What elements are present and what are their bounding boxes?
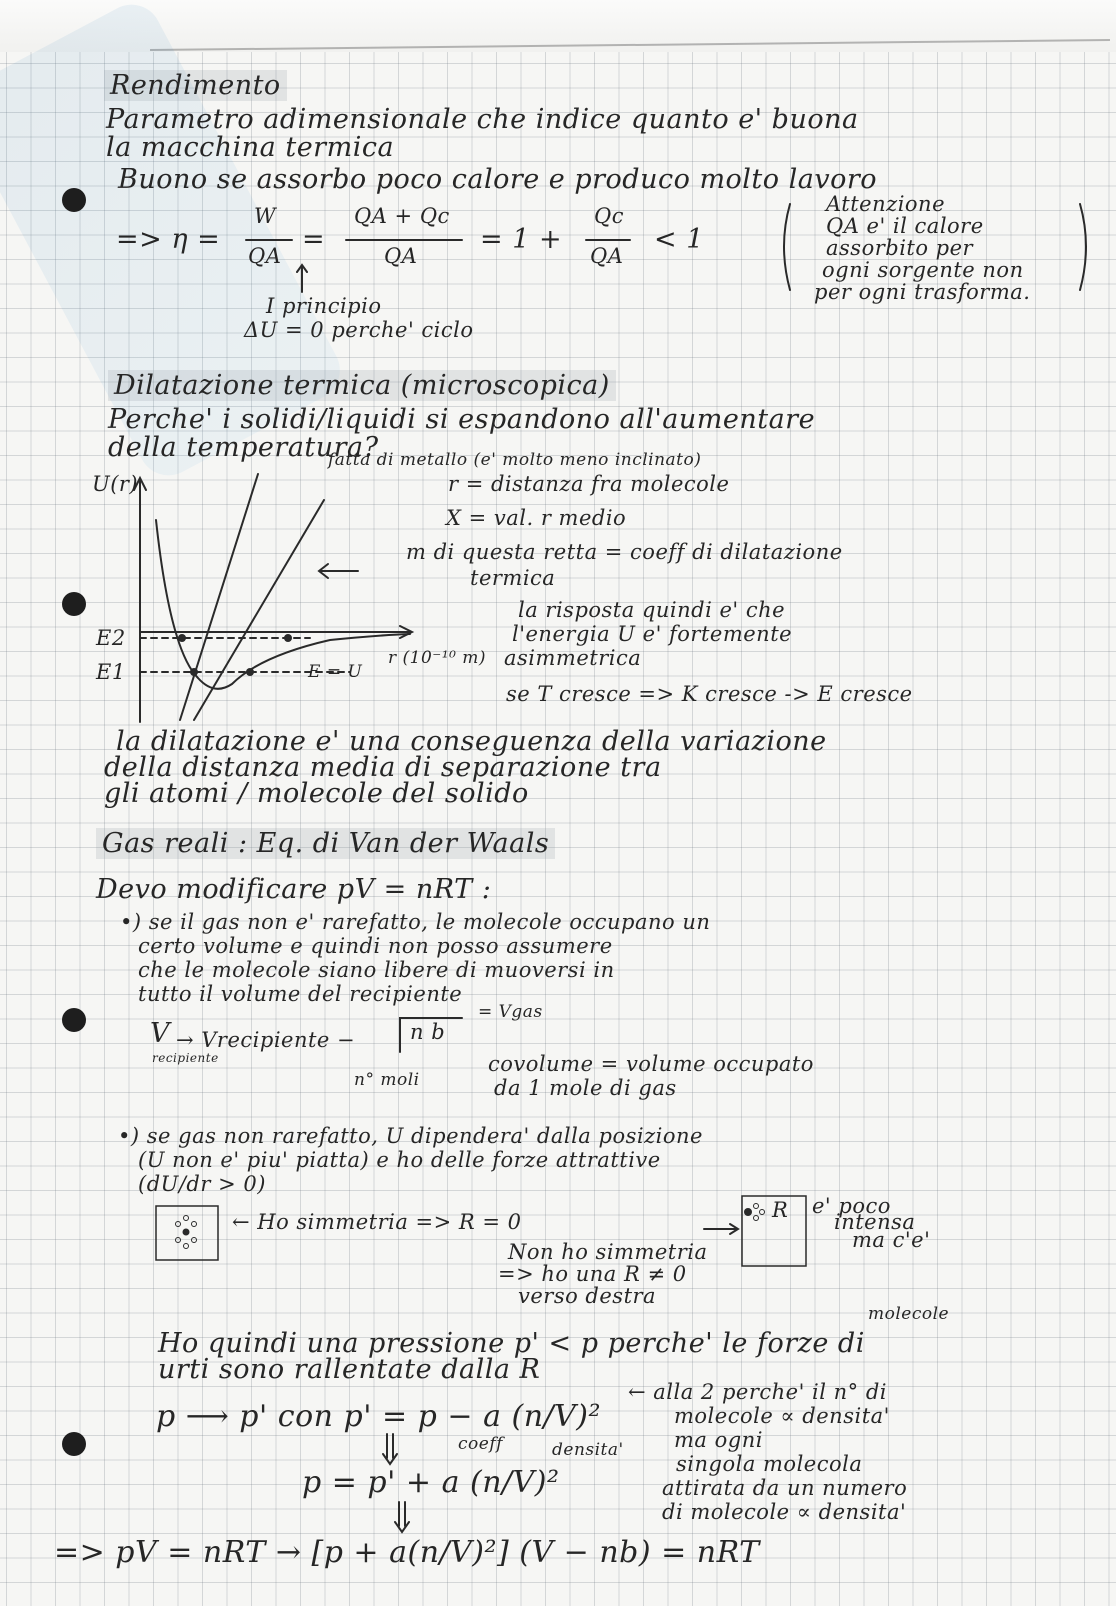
annotation: se T cresce => K cresce -> E cresce [506,682,913,706]
text-line: ΔU = 0 perche' ciclo [244,318,474,342]
heading-rendimento: Rendimento [104,70,287,101]
eq-v: V [150,1018,170,1049]
eq-van-der-waals: => pV = nRT → [p + a(n/V)²] (V − nb) = nRT [54,1535,760,1570]
eq-equals: = [302,224,326,255]
eq-nmoli: n° moli [354,1070,420,1090]
eq-lhs: => η = [116,224,221,255]
annotation: fatta di metallo (e' molto meno inclinato) [328,450,702,470]
bullet-line: certo volume e quindi non posso assumere [138,934,613,958]
eq-w-num: W [254,204,277,228]
annotation: E = U [308,662,363,682]
bullet-line: •) se gas non rarefatto, U dipendera' dalla posizione [118,1124,703,1148]
binder-hole [62,188,86,212]
eq-one-plus: = 1 + [480,224,563,255]
text-line: Parametro adimensionale che indice quanto e' buona [106,104,859,135]
annotation: attirata da un numero [662,1476,908,1500]
eq-vgas: = Vgas [478,1002,543,1022]
text-line: gli atomi / molecole del solido [104,778,529,809]
arrow-right-icon [702,1222,742,1236]
annotation: ma c'e' [852,1228,931,1252]
eq-v-subscript: recipiente [152,1051,219,1065]
text-line: Buono se assorbo poco calore e produco molto lavoro [118,164,878,195]
axis-label-u: U(r) [92,472,139,496]
axis-label-e1: E1 [96,660,126,684]
annotation: la risposta quindi e' che [518,598,786,622]
annotation: densita' [552,1440,624,1460]
attention-line: per ogni trasforma. [814,280,1031,304]
annotation: X = val. r medio [446,506,627,530]
bullet-line: •) se il gas non e' rarefatto, le molecole occupano un [120,910,711,934]
axis-label-e2: E2 [96,626,126,650]
eq-r-den: QA [590,244,624,268]
text-line: la dilatazione e' una conseguenza della variazione [116,726,827,757]
force-label-r: R [772,1198,789,1222]
text-line: della temperatura? [108,432,379,463]
eq-pressure: p ⟶ p' con p' = p − a (n/V)² [156,1399,602,1434]
molecule-box-symmetric [154,1204,222,1262]
annotation: covolume = volume occupato [488,1052,814,1076]
annotation: e' poco [812,1194,891,1218]
eq-vrecipiente: → Vrecipiente − [176,1028,356,1052]
eq-mid-num: QA + Qc [354,204,450,228]
text-line: della distanza media di separazione tra [104,752,662,783]
text-line: Devo modificare pV = nRT : [96,874,492,905]
attention-line: ogni sorgente non [822,258,1024,282]
fraction-bar [344,238,464,242]
binder-hole [62,1432,86,1456]
annotation: l'energia U e' fortemente [512,622,793,646]
annotation: coeff [458,1434,503,1454]
annotation: molecole [868,1304,950,1324]
annotation: Non ho simmetria [508,1240,708,1264]
annotation: m di questa retta = coeff di dilatazione [406,540,843,564]
heading-dilatazione: Dilatazione termica (microscopica) [108,370,616,401]
binder-hole [62,592,86,616]
annotation: intensa [834,1210,916,1234]
eq-r-num: Qc [594,204,624,228]
binder-hole [62,1008,86,1032]
arrow-left-icon [316,560,360,582]
arrow-up-icon [296,262,308,294]
annotation: => ho una R ≠ 0 [498,1262,687,1286]
annotation: asimmetrica [504,646,642,670]
annotation: r = distanza fra molecole [448,472,730,496]
annotation: verso destra [518,1284,657,1308]
attention-line: assorbito per [826,236,974,260]
text-line: I principio [266,294,382,318]
bullet-line: che le molecole siano libere di muoversi in [138,958,615,982]
implies-down-icon [380,1432,400,1466]
annotation: ← Ho simmetria => R = 0 [232,1210,522,1234]
heading-gas-reali: Gas reali : Eq. di Van der Waals [96,828,555,859]
text-line: Ho quindi una pressione p' < p perche' le forze di [158,1328,865,1359]
eq-mid-den: QA [384,244,418,268]
annotation: molecole ∝ densita' [674,1404,890,1428]
potential-energy-graph [110,460,450,730]
annotation: di molecole ∝ densita' [662,1500,907,1524]
bullet-line: (dU/dr > 0) [138,1172,266,1196]
eq-w-den: QA [248,244,282,268]
eq-nb: n b [410,1020,446,1044]
annotation: ← alla 2 perche' il n° di [628,1380,887,1404]
text-line: la macchina termica [106,132,395,163]
text-line: urti sono rallentate dalla R [158,1354,541,1385]
attention-line: QA e' il calore [826,214,984,238]
text-line: Perche' i solidi/liquidi si espandono all'aumentare [108,404,816,435]
eq-pressure-2: p = p' + a (n/V)² [302,1465,560,1500]
bullet-line: tutto il volume del recipiente [138,982,463,1006]
implies-down-icon [392,1500,412,1534]
axis-unit: r (10⁻¹⁰ m) [388,648,487,668]
bullet-line: (U non e' piu' piatta) e ho delle forze attrattive [138,1148,661,1172]
annotation: singola molecola [676,1452,863,1476]
annotation: ma ogni [674,1428,763,1452]
eq-less-than: < 1 [654,224,704,255]
attention-line: Attenzione [826,192,946,216]
annotation: da 1 mole di gas [494,1076,677,1100]
fraction-bar [584,238,632,242]
annotation: termica [470,566,556,590]
fraction-bar [244,238,294,242]
